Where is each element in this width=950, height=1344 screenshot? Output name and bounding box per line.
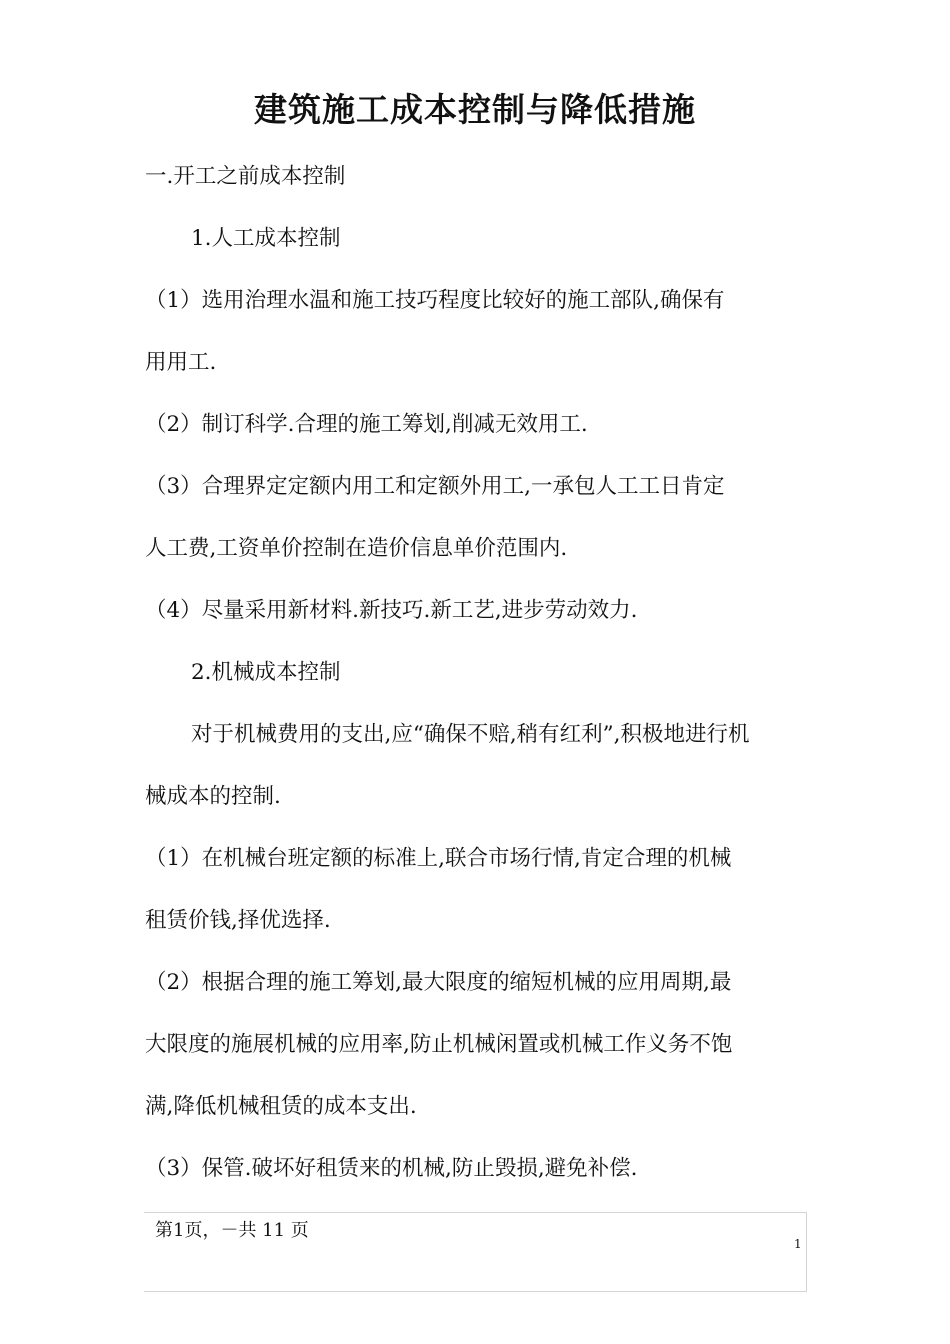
paragraph-line: （3）合理界定定额内用工和定额外用工,一承包人工工日肯定	[145, 474, 725, 499]
page-number: 1	[794, 1237, 802, 1251]
page-info: 第1页，－共 11 页	[155, 1220, 309, 1241]
paragraph-line: 人工费,工资单价控制在造价信息单价范围内.	[145, 536, 568, 561]
paragraph-line: （4）尽量采用新材料.新技巧.新工艺,进步劳动效力.	[145, 598, 638, 623]
paragraph-line: （3）保管.破坏好租赁来的机械,防止毁损,避免补偿.	[145, 1156, 638, 1181]
paragraph-line: 用用工.	[145, 350, 217, 375]
subsection-heading-machinery: 2.机械成本控制	[191, 660, 341, 685]
paragraph-line: （2）根据合理的施工筹划,最大限度的缩短机械的应用周期,最	[145, 970, 732, 995]
paragraph-line: （2）制订科学.合理的施工筹划,削减无效用工.	[145, 412, 588, 437]
paragraph-line: 满,降低机械租赁的成本支出.	[145, 1094, 417, 1119]
document-title: 建筑施工成本控制与降低措施	[254, 90, 696, 129]
paragraph-line: 对于机械费用的支出,应“确保不赔,稍有红利”,积极地进行机	[191, 722, 750, 747]
paragraph-line: 租赁价钱,择优选择.	[145, 908, 331, 933]
paragraph-line: （1）选用治理水温和施工技巧程度比较好的施工部队,确保有	[145, 288, 725, 313]
section-heading-1: 一.开工之前成本控制	[145, 164, 346, 189]
paragraph-line: 械成本的控制.	[145, 784, 281, 809]
subsection-heading-labor: 1.人工成本控制	[191, 226, 341, 251]
paragraph-line: 大限度的施展机械的应用率,防止机械闲置或机械工作义务不饱	[145, 1032, 733, 1057]
paragraph-line: （1）在机械台班定额的标准上,联合市场行情,肯定合理的机械	[145, 846, 732, 871]
